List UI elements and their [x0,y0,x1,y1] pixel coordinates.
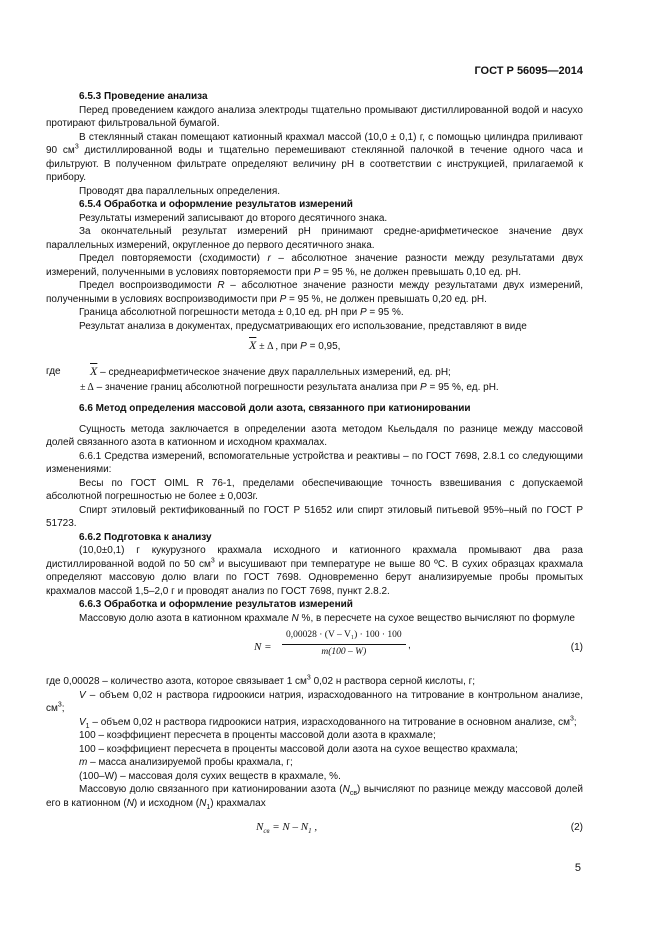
paragraph: (10,0±0,1) г кукурузного крахмала исходного и катионного крахмала промывают два раза дистиллированной водой по 50 $см^3$ и высушивают при температуре не выше 80 ºС. В сухих образцах крахмала определяют массовую долю влаги по ГОСТ 7698. Одновременно берут анализируемые пробы промытых крахмалов массой 1,5–2,0 г и проводят анализ по ГОСТ 7698, пункт 2.8.2. [46,545,583,597]
definition: где 0,00028 – количество азота, которое связывает 1 $см^3$ 0,02 н раствора серной кислоты, г; [46,674,476,687]
paragraph: Сущность метода заключается в определении азота методом Кьельдаля по разнице между массовой долей связанного азота в катионном и исходном крахмалах. [46,423,583,448]
definition: (100–W) – массовая доля сухих веществ в крахмале, %. [79,770,341,782]
formula-1: N = $\frac{\text{0,00028 · (V – V₁) · 100 · 100}}{m(100 - W)}$ , (1) [46,629,583,669]
formula-1-fraction: $\frac{\text{0,00028 · (V – V₁) · 100 · 100}}{m(100 - W)}$ [282,629,406,659]
section-6-5-3-title: 6.5.3 Проведение анализа [79,91,208,102]
paragraph: Перед проведением каждого анализа электроды тщательно промывают дистиллированной водой и насухо протирают фильтровальной бумагой. [46,104,583,129]
paragraph: Спирт этиловый ректификованный по ГОСТ Р 51652 или спирт этиловый питьевой 95%–ный по ГОСТ Р 51723. [46,504,583,529]
section-6-5-4-title: 6.5.4 Обработка и оформление результатов измерений [79,199,353,210]
definition: $V_1$ – объем 0,02 н раствора гидроокиси натрия, израсходованного на титрование в основном анализе, $см^3$; [79,715,577,730]
paragraph: Весы по ГОСТ OIML R 76-1, пределами обеспечивающие точность взвешивания с допускаемой абсолютной погрешностью не более ± 0,003г. [46,477,583,502]
paragraph: Предел повторяемости (сходимости) r – абсолютное значение разности между результатами двух измерений, полученными в условиях повторяемости при P = 95 %, не должен превышать 0,10 ед. рН. [46,253,583,278]
definition: V – объем 0,02 н раствора гидроокиси натрия, израсходованного на титрование в контрольном анализе, $см^3$; [46,689,583,714]
paragraph: 6.6.1 Средства измерений, вспомогательные устройства и реактивы – по ГОСТ 7698, 2.8.1 со следующими изменениями: [46,450,583,475]
formula-2: $N_{св} = N - N_1$ , (2) [256,821,583,836]
paragraph: За окончательный результат измерений рН принимают средне-арифметическое значение двух параллельных измерений, округленное до первого десятичного знака. [46,226,583,251]
paragraph: В стеклянный стакан помещают катионный крахмал массой (10,0 ± 0,1) г, с помощью цилиндра приливают 90 $см^3$ дистиллированной воды и тщательно перемешивают стеклянной палочкой в течение одного часа и фильтруют. В полученном фильтрате определяют величину рН в соответствии с инструкцией, прилагаемой к прибору. [46,131,583,183]
definition: 100 – коэффициент пересчета в проценты массовой доли азота на сухое вещество крахмала; [79,743,518,755]
equation-number: (1) [570,642,583,653]
paragraph: Массовую долю связанного при катионировании азота $(N_{св})$ вычисляют по разнице между массовой долей его в катионном (N) и исходном $(N_1)$ крахмалах [46,784,583,811]
page-number: 5 [574,862,581,874]
where-line-2: ± Δ – значение границ абсолютной погрешности результата анализа при P = 95 %, ед. рН. [80,381,499,393]
result-formula: $\overline{X} \pm \Delta$ , при P = 0,95, [249,338,341,352]
document-body [46,90,583,842]
paragraph: Проводят два параллельных определения. [79,185,281,197]
equation-number: (2) [570,822,583,833]
paragraph: Граница абсолютной погрешности метода ± 0,10 ед. рН при P = 95 %. [79,307,404,318]
section-6-6-3-title: 6.6.3 Обработка и оформление результатов измерений [79,599,353,610]
paragraph: Результаты измерений записывают до второго десятичного знака. [79,212,388,224]
paragraph: Результат анализа в документах, предусматривающих его использование, представляют в виде [79,320,527,332]
definition: m – масса анализируемой пробы крахмала, г; [79,757,293,768]
document-header: ГОСТ Р 56095—2014 [474,65,583,77]
where-line-1: где $\overline{X}$ – среднеарифметическое значение двух параллельных измерений, ед. рН; [46,364,451,378]
definition: 100 – коэффициент пересчета в проценты массовой доли азота в крахмале; [79,730,436,741]
paragraph: Предел воспроизводимости R – абсолютное значение разности между результатами двух измерений, полученными в условиях воспроизводимости при P = 95 %, не должен превышать 0,20 ед. рН. [46,280,583,305]
section-6-6-title: 6.6 Метод определения массовой доли азота, связанного при катионировании [79,403,471,414]
section-6-6-2-title: 6.6.2 Подготовка к анализу [79,531,212,543]
paragraph: Массовую долю азота в катионном крахмале N %, в пересчете на сухое вещество вычисляют по формуле [79,612,575,624]
